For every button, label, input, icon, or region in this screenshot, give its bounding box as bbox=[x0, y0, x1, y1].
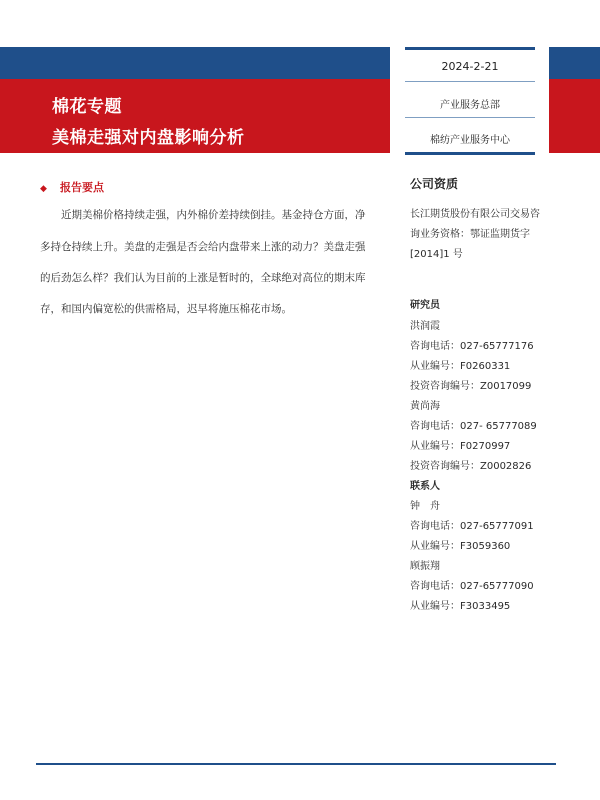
report-title: 美棉走强对内盘影响分析 bbox=[52, 128, 245, 148]
contact-name: 顾振翔 bbox=[410, 561, 440, 572]
contact-phone: 咨询电话：027-65777091 bbox=[410, 521, 534, 532]
company-qualification-text: [2014]1 号 bbox=[410, 249, 463, 260]
section-heading-report-highlights bbox=[40, 179, 104, 195]
researcher-phone: 咨询电话：027-65777176 bbox=[410, 341, 534, 352]
footer-divider bbox=[36, 763, 556, 765]
diamond-bullet-icon: ◆ bbox=[40, 184, 47, 194]
report-info-box bbox=[405, 47, 535, 155]
researcher-name: 黄尚海 bbox=[410, 401, 440, 412]
report-paragraph-line: 存，和国内偏宽松的供需格局，迟早将施压棉花市场。 bbox=[40, 303, 292, 315]
company-qualification-heading: 公司资质 bbox=[410, 177, 459, 191]
report-category-title: 棉花专题 bbox=[52, 97, 122, 117]
section-title: 报告要点 bbox=[60, 181, 104, 194]
contact-phone: 咨询电话：027-65777090 bbox=[410, 581, 534, 592]
header-band-blue bbox=[0, 47, 390, 79]
header-band-red-right bbox=[549, 79, 600, 153]
company-qualification-text: 长江期货股份有限公司交易咨 bbox=[410, 209, 540, 220]
department-label: 产业服务总部 bbox=[440, 100, 500, 111]
researcher-license: 从业编号：F0260331 bbox=[410, 361, 511, 372]
header-band-blue-right bbox=[549, 47, 600, 79]
report-paragraph-line: 近期美棉价格持续走强，内外棉价差持续倒挂。基金持仓方面，净 bbox=[40, 209, 366, 221]
divider bbox=[405, 117, 535, 118]
divider bbox=[405, 81, 535, 82]
report-paragraph-line: 多持仓持续上升。美盘的走强是否会给内盘带来上涨的动力？美盘走强 bbox=[40, 241, 366, 253]
researcher-name: 洪润霞 bbox=[410, 321, 440, 332]
researcher-phone: 咨询电话：027- 65777089 bbox=[410, 421, 537, 432]
contact-license: 从业编号：F3033495 bbox=[410, 601, 511, 612]
report-date: 2024-2-21 bbox=[441, 60, 499, 73]
contact-name: 钟 舟 bbox=[410, 501, 440, 512]
contact-license: 从业编号：F3059360 bbox=[410, 541, 511, 552]
researcher-advisory-id: 投资咨询编号：Z0002826 bbox=[410, 461, 532, 472]
report-paragraph-line: 的后劲怎么样？我们认为目前的上涨是暂时的，全球绝对高位的期末库 bbox=[40, 272, 366, 284]
contacts-heading: 联系人 bbox=[410, 481, 440, 492]
researcher-advisory-id: 投资咨询编号：Z0017099 bbox=[410, 381, 532, 392]
company-qualification-text: 询业务资格：鄂证监期货字 bbox=[410, 229, 530, 240]
researchers-heading: 研究员 bbox=[410, 300, 440, 311]
service-center-label: 棉纺产业服务中心 bbox=[430, 135, 510, 146]
researcher-license: 从业编号：F0270997 bbox=[410, 441, 511, 452]
